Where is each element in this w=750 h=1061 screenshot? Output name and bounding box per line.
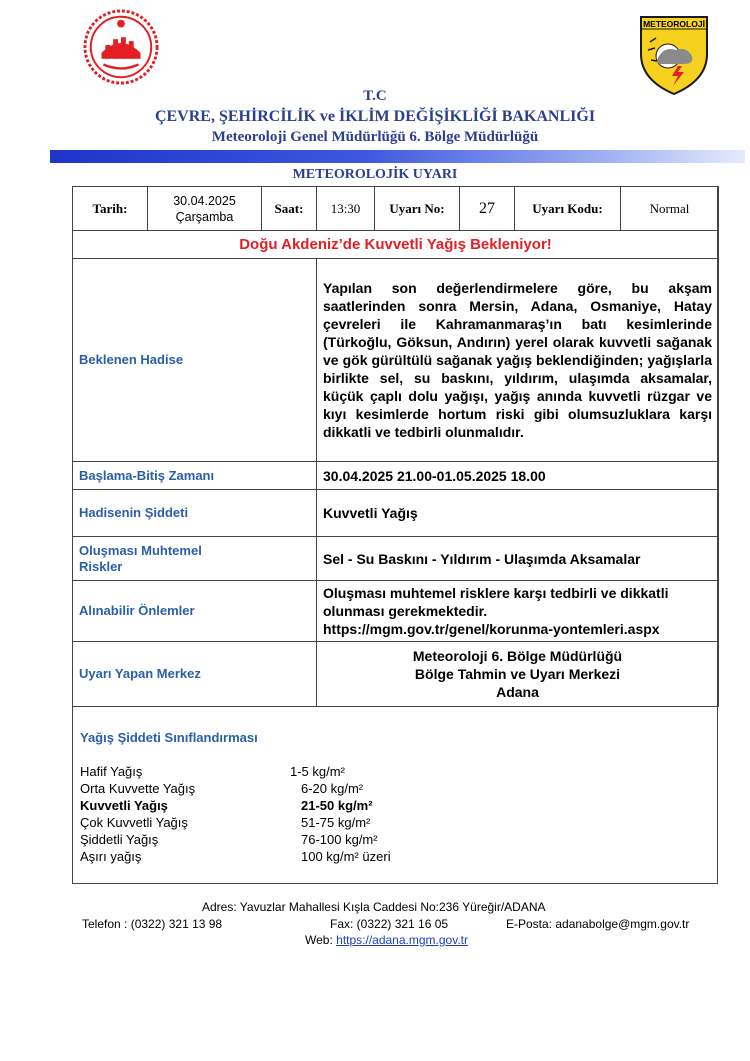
meta-row xyxy=(73,187,719,231)
classification-range: 6-20 kg/m² xyxy=(301,781,364,796)
warning-no-value: 27 xyxy=(460,187,515,231)
classification-range: 51-75 kg/m² xyxy=(301,815,371,830)
footer-web-label: Web: xyxy=(305,933,333,947)
classification-item xyxy=(80,764,440,781)
header-directorate: Meteoroloji Genel Müdürlüğü 6. Bölge Müdürlüğü xyxy=(211,129,539,145)
risks-value: Sel - Su Baskını - Yıldırım - Ulaşımda Aksamalar xyxy=(317,537,719,581)
expected-event-label: Beklenen Hadise xyxy=(73,259,317,462)
risks-label xyxy=(73,537,317,581)
severity-label: Hadisenin Şiddeti xyxy=(73,490,317,537)
severity-value: Kuvvetli Yağış xyxy=(317,490,719,537)
center-line1: Meteoroloji 6. Bölge Müdürlüğü xyxy=(412,648,623,664)
headline-row xyxy=(73,231,719,259)
footer-phone: Telefon : (0322) 321 13 98 xyxy=(82,917,223,931)
measures-line1: Oluşması muhtemel risklere karşı tedbirli ve dikkatli xyxy=(323,585,669,601)
measures-link[interactable]: https://mgm.gov.tr/genel/korunma-yontemleri.aspx xyxy=(323,621,660,637)
footer-address: Adres: Yavuzlar Mahallesi Kışla Caddesi No:236 Yüreğir/ADANA xyxy=(202,900,546,914)
expected-event-value: Yapılan son değerlendirmelere göre, bu akşam saatlerinden sonra Mersin, Adana, Osmaniye, Hatay çevreleri ile Kahramanmaraş’ın batı kesimlerinde (Türkoğlu, Göksun, Andırın) yerel olarak kuvvetli sağanak ve gök gürültülü sağanak yağış beklendiğinden; yağışlarla birlikte sel, su baskını, yıldırım, ulaşımda aksamalar, küçük çaplı dolu yağışı, yağış anında kuvvetli rüzgar ve kıyı kesimlerde hortum riski gibi olumsuzluklara karşı dikkatli ve tedbirli olunmalıdır. xyxy=(317,259,719,462)
classification-item xyxy=(80,815,440,832)
classification-range: 1-5 kg/m² xyxy=(290,764,345,779)
time-value: 13:30 xyxy=(317,187,375,231)
footer-address-line xyxy=(0,900,750,915)
risks-label-line1: Oluşması Muhtemel xyxy=(79,542,202,558)
center-line2: Bölge Tahmin ve Uyarı Merkezi xyxy=(414,666,621,682)
classification-range: 76-100 kg/m² xyxy=(301,832,378,847)
risks-row xyxy=(73,537,719,581)
start-end-row xyxy=(73,462,719,490)
classification-name: Kuvvetli Yağış xyxy=(80,798,168,813)
center-label: Uyarı Yapan Merkez xyxy=(73,642,317,707)
measures-line2: olunması gerekmektedir. xyxy=(323,603,488,619)
classification-name: Şiddetli Yağış xyxy=(80,832,159,847)
header-tc: T.C xyxy=(363,88,387,104)
warning-code-value: Normal xyxy=(621,187,719,231)
center-line3: Adana xyxy=(496,684,539,700)
risks-label-line2: Riskler xyxy=(79,558,123,574)
classification-item xyxy=(80,849,440,866)
warning-title: METEOROLOJİK UYARI xyxy=(292,167,458,182)
day-text: Çarşamba xyxy=(175,209,234,224)
measures-value xyxy=(317,581,719,642)
footer-web-line xyxy=(0,933,750,948)
footer-contact-line xyxy=(0,917,750,932)
start-end-label: Başlama-Bitiş Zamanı xyxy=(73,462,317,490)
warning-no-label: Uyarı No: xyxy=(375,187,460,231)
date-text: 30.04.2025 xyxy=(173,193,236,208)
classification-name: Çok Kuvvetli Yağış xyxy=(80,815,188,830)
footer-web xyxy=(305,933,468,947)
measures-row xyxy=(73,581,719,642)
center-row xyxy=(73,642,719,707)
measures-label: Alınabilir Önlemler xyxy=(73,581,317,642)
ministry-emblem-logo xyxy=(82,8,160,86)
start-end-value: 30.04.2025 21.00-01.05.2025 18.00 xyxy=(317,462,719,490)
classification-item xyxy=(80,798,440,815)
headline: Doğu Akdeniz’de Kuvvetli Yağış Bekleniyor! xyxy=(73,231,719,259)
date-label: Tarih: xyxy=(73,187,148,231)
footer-email: E-Posta: adanabolge@mgm.gov.tr xyxy=(506,917,690,931)
header-ministry: ÇEVRE, ŞEHİRCİLİK ve İKLİM DEĞİŞİKLİĞİ BAKANLIĞI xyxy=(154,108,596,125)
header-gradient-bar xyxy=(50,150,745,163)
warning-code-label: Uyarı Kodu: xyxy=(515,187,621,231)
footer-fax: Fax: (0322) 321 16 05 xyxy=(330,917,449,931)
classification-name: Hafif Yağış xyxy=(80,764,143,779)
time-label: Saat: xyxy=(262,187,317,231)
classification-name: Aşırı yağış xyxy=(80,849,142,864)
classification-title: Yağış Şiddeti Sınıflandırması xyxy=(80,730,258,745)
classification-range: 21-50 kg/m² xyxy=(301,798,373,813)
warning-table xyxy=(72,186,719,707)
classification-name: Orta Kuvvette Yağış xyxy=(80,781,196,796)
classification-item xyxy=(80,832,440,849)
date-value xyxy=(148,187,262,231)
classification-item xyxy=(80,781,440,798)
expected-event-row xyxy=(73,259,719,462)
classification-range: 100 kg/m² üzeri xyxy=(301,849,391,864)
shield-logo-text: METEOROLOJİ xyxy=(643,19,705,29)
center-value xyxy=(317,642,719,707)
severity-row xyxy=(73,490,719,537)
footer-web-link[interactable]: https://adana.mgm.gov.tr xyxy=(336,933,468,947)
